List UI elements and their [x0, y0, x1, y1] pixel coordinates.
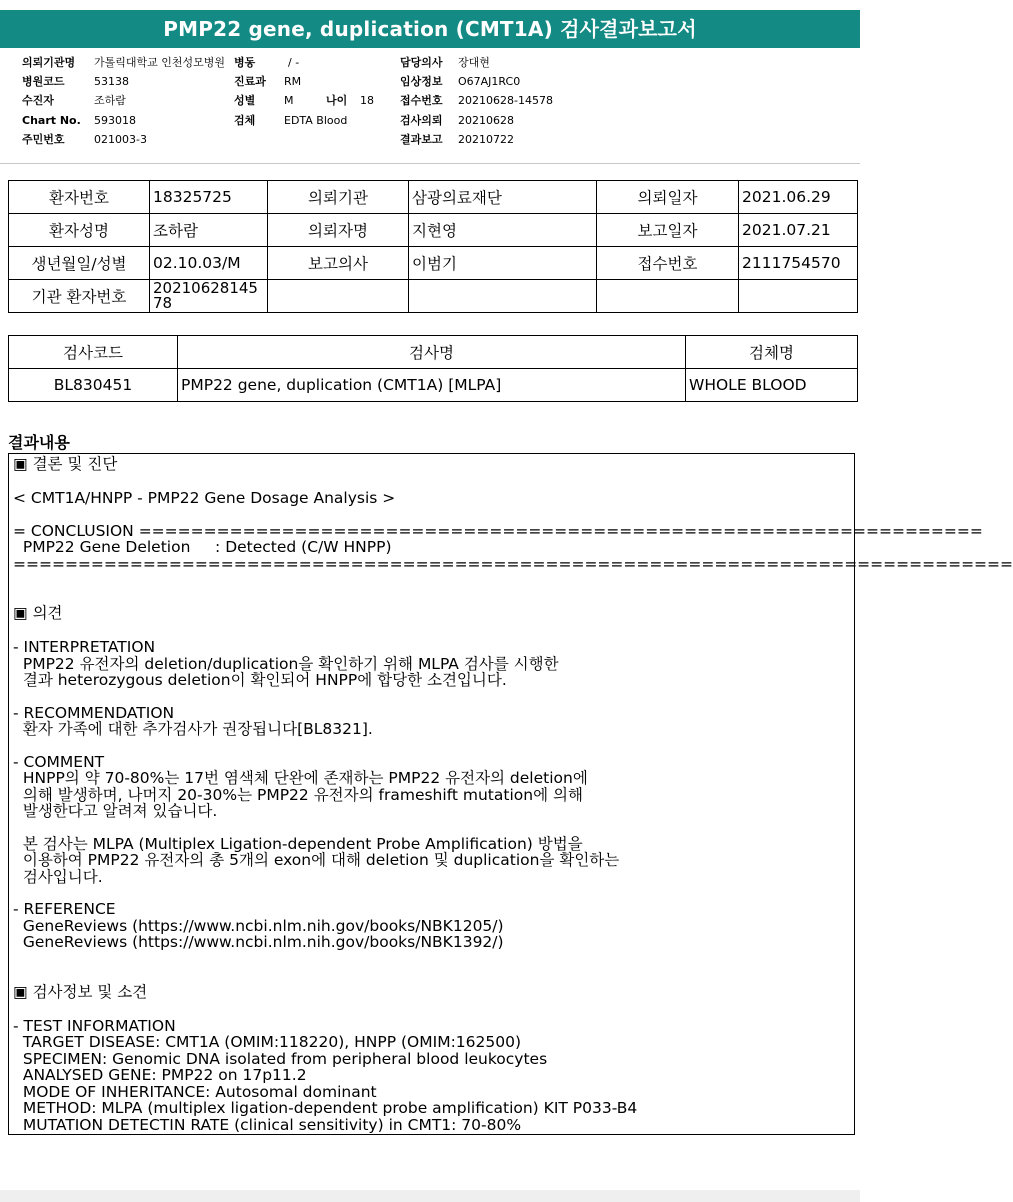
header-label-report-date: 결과보고 — [400, 133, 443, 146]
value-requester-name: 지현영 — [409, 214, 597, 247]
testinfo-line-4: MODE OF INHERITANCE: Autosomal dominant — [13, 1082, 377, 1101]
label-patient-no: 환자번호 — [9, 181, 150, 214]
recommendation-label: - RECOMMENDATION — [13, 703, 175, 722]
header-label-patient: 수진자 — [22, 94, 54, 107]
label-report-date: 보고일자 — [597, 214, 739, 247]
header-divider — [0, 163, 860, 164]
header-label-institution: 의뢰기관명 — [22, 56, 76, 69]
interpretation-label: - INTERPRETATION — [13, 638, 156, 656]
conclusion-separator: ============================================================================= — [13, 554, 1013, 573]
header-test-code: 검사코드 — [9, 336, 178, 369]
header-label-sex: 성별 — [234, 94, 256, 107]
header-row-4 — [22, 113, 852, 129]
comment-line-3: 발생한다고 알려져 있습니다. — [13, 802, 218, 820]
label-requester-name: 의뢰자명 — [268, 214, 409, 247]
conclusion-detail: PMP22 Gene Deletion : Detected (C/W HNPP) — [13, 538, 392, 556]
label-requesting-org: 의뢰기관 — [268, 181, 409, 214]
conclusion-line: = CONCLUSION ================================================================= — [13, 521, 983, 540]
reference-line-1: GeneReviews (https://www.ncbi.nlm.nih.gov/books/NBK1205/) — [13, 916, 504, 935]
header-value-age: 18 — [360, 94, 374, 107]
header-label-doctor: 담당의사 — [400, 56, 443, 69]
analysis-title: < CMT1A/HNPP - PMP22 Gene Dosage Analysis > — [13, 489, 396, 507]
header-label-request-date: 검사의뢰 — [400, 114, 443, 127]
table-row — [9, 247, 858, 280]
header-label-hospital-code: 병원코드 — [22, 75, 65, 88]
header-label-department: 진료과 — [234, 75, 266, 88]
header-value-hospital-code: 53138 — [94, 75, 129, 88]
header-value-sex: M — [284, 94, 294, 107]
header-label-receipt-no: 접수번호 — [400, 94, 443, 107]
value-test-code: BL830451 — [9, 369, 178, 402]
table-row — [9, 214, 858, 247]
report-title: PMP22 gene, duplication (CMT1A) 검사결과보고서 — [0, 10, 860, 48]
label-reporting-doctor: 보고의사 — [268, 247, 409, 280]
comment-line-2: 의해 발생하며, 나머지 20-30%는 PMP22 유전자의 frameshift mutation에 의해 — [13, 785, 583, 804]
empty-cell — [409, 280, 597, 313]
header-value-resident-no: 021003-3 — [94, 133, 147, 146]
testinfo-line-6: MUTATION DETECTIN RATE (clinical sensitivity) in CMT1: 70-80% — [13, 1115, 522, 1134]
label-patient-name: 환자성명 — [9, 214, 150, 247]
header-value-department: RM — [284, 75, 302, 88]
opinion-heading: ▣ 의견 — [13, 604, 63, 622]
reference-label: - REFERENCE — [13, 900, 116, 918]
header-label-specimen: 검체 — [234, 114, 256, 127]
header-value-clinical-info: O67AJ1RC0 — [458, 75, 521, 88]
value-reporting-doctor: 이범기 — [409, 247, 597, 280]
header-specimen-name: 검체명 — [686, 336, 858, 369]
value-specimen-name: WHOLE BLOOD — [686, 369, 858, 402]
comment-label: - COMMENT — [13, 752, 105, 771]
value-patient-name: 조하람 — [150, 214, 268, 247]
footer-band — [0, 1190, 860, 1202]
header-value-specimen: EDTA Blood — [284, 114, 348, 127]
comment-line-6: 검사입니다. — [13, 867, 103, 886]
empty-cell — [597, 280, 739, 313]
table-row — [9, 280, 858, 313]
header-row-5 — [22, 132, 852, 148]
header-value-report-date: 20210722 — [458, 133, 514, 146]
reference-line-2: GeneReviews (https://www.ncbi.nlm.nih.gov/books/NBK1392/) — [13, 933, 504, 951]
testinfo-heading: ▣ 검사정보 및 소견 — [13, 982, 148, 1001]
value-patient-no: 18325725 — [150, 181, 268, 214]
header-label-clinical-info: 임상정보 — [400, 75, 443, 88]
table-header-row — [9, 336, 858, 369]
label-org-patient-no: 기관 환자번호 — [9, 280, 150, 313]
conclusion-heading: ▣ 결론 및 진단 — [13, 455, 118, 473]
table-row — [9, 181, 858, 214]
header-row-1 — [22, 55, 852, 71]
testinfo-line-1: TARGET DISEASE: CMT1A (OMIM:118220), HNPP (OMIM:162500) — [13, 1033, 522, 1051]
patient-info-table — [8, 180, 858, 313]
testinfo-line-5: METHOD: MLPA (multiplex ligation-dependent probe amplification) KIT P033-B4 — [13, 1099, 638, 1117]
header-value-ward: / - — [288, 56, 300, 69]
empty-cell — [739, 280, 858, 313]
header-label-ward: 병동 — [234, 56, 256, 69]
header-row-2 — [22, 74, 852, 90]
header-label-resident-no: 주민번호 — [22, 133, 65, 146]
testinfo-line-2: SPECIMEN: Genomic DNA isolated from peripheral blood leukocytes — [13, 1049, 548, 1068]
value-requesting-org: 삼광의료재단 — [409, 181, 597, 214]
value-birth-sex: 02.10.03/M — [150, 247, 268, 280]
comment-line-5: 이용하여 PMP22 유전자의 총 5개의 exon에 대해 deletion 및 duplication을 확인하는 — [13, 851, 620, 869]
header-value-request-date: 20210628 — [458, 114, 514, 127]
header-value-doctor: 장대현 — [458, 56, 490, 69]
value-report-date: 2021.07.21 — [739, 214, 858, 247]
recommendation-line-1: 환자 가족에 대한 추가검사가 권장됩니다[BL8321]. — [13, 720, 373, 738]
testinfo-label: - TEST INFORMATION — [13, 1016, 176, 1035]
header-label-age: 나이 — [326, 94, 348, 107]
value-request-date: 2021.06.29 — [739, 181, 858, 214]
value-test-name: PMP22 gene, duplication (CMT1A) [MLPA] — [178, 369, 686, 402]
empty-cell — [268, 280, 409, 313]
header-label-chart-no: Chart No. — [22, 114, 81, 127]
label-receipt-no: 접수번호 — [597, 247, 739, 280]
label-birth-sex: 생년월일/성별 — [9, 247, 150, 280]
testinfo-line-3: ANALYSED GENE: PMP22 on 17p11.2 — [13, 1066, 307, 1084]
comment-line-4: 본 검사는 MLPA (Multiplex Ligation-dependent Probe Amplification) 방법을 — [13, 834, 583, 853]
header-value-receipt-no: 20210628-14578 — [458, 94, 553, 107]
test-info-table — [8, 335, 858, 402]
value-org-patient-no: 2021062814578 — [150, 280, 268, 313]
header-test-name: 검사명 — [178, 336, 686, 369]
header-value-patient: 조하람 — [94, 94, 126, 107]
result-content-box — [8, 453, 1013, 1135]
header-row-3 — [22, 93, 852, 109]
header-value-institution: 가톨릭대학교 인천성모병원 — [94, 56, 226, 69]
table-row — [9, 369, 858, 402]
comment-line-1: HNPP의 약 70-80%는 17번 염색체 단완에 존재하는 PMP22 유전자의 deletion에 — [13, 769, 588, 787]
interpretation-line-1: PMP22 유전자의 deletion/duplication을 확인하기 위해 MLPA 검사를 시행한 — [13, 654, 559, 673]
value-receipt-no: 2111754570 — [739, 247, 858, 280]
label-request-date: 의뢰일자 — [597, 181, 739, 214]
result-section-title: 결과내용 — [8, 433, 70, 452]
header-value-chart-no: 593018 — [94, 114, 136, 127]
interpretation-line-2: 결과 heterozygous deletion이 확인되어 HNPP에 합당한 소견입니다. — [13, 671, 507, 689]
